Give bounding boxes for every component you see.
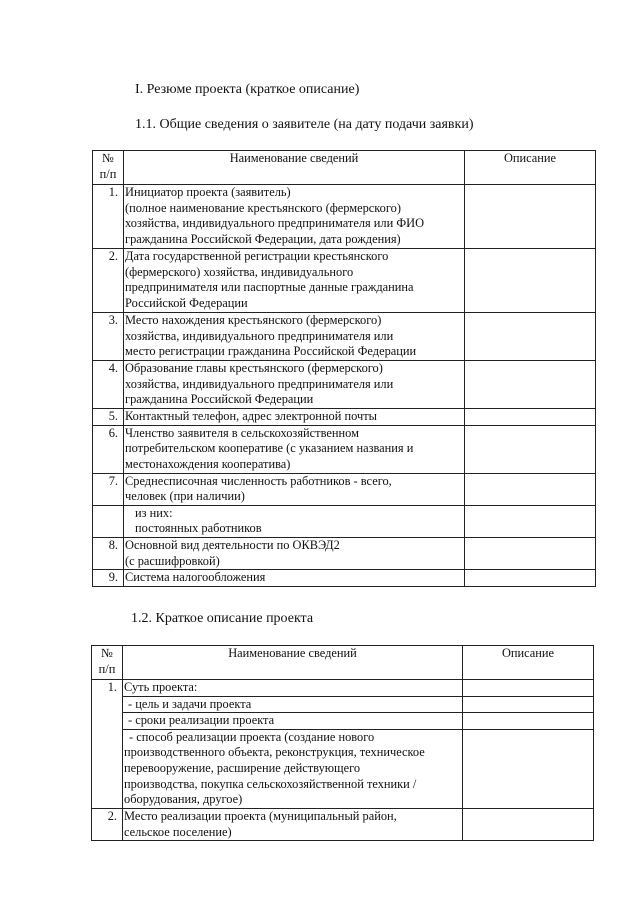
row-number: 6. [93,425,124,473]
row-number [92,696,123,713]
row-label: - сроки реализации проекта [123,713,463,730]
description-cell[interactable] [465,313,596,361]
table-row [93,313,596,361]
header-number: № п/п [92,646,123,680]
row-label: из них: постоянных работников [124,505,465,537]
description-cell[interactable] [465,425,596,473]
row-number [92,729,123,809]
description-cell[interactable] [465,537,596,569]
description-cell[interactable] [463,713,594,730]
row-label: Система налогообложения [124,570,465,587]
table-header-row [93,151,596,185]
table-row [92,680,594,697]
description-cell[interactable] [465,505,596,537]
table-row [92,809,594,841]
description-cell[interactable] [463,680,594,697]
row-label: Контактный телефон, адрес электронной почты [124,409,465,426]
header-description: Описание [463,646,594,680]
description-cell[interactable] [465,249,596,313]
row-label: Место нахождения крестьянского (фермерского) хозяйства, индивидуального предпринимателя или место регистрации гражданина Российской Федерации [124,313,465,361]
header-number: № п/п [93,151,124,185]
row-number: 2. [92,809,123,841]
row-label: - способ реализации проекта (создание нового производственного объекта, реконструкция, техническое перевооружение, расширение действующего производства, покупка сельскохозяйственной техники / оборудования, другое) [123,729,463,809]
header-name: Наименование сведений [124,151,465,185]
table-row [93,425,596,473]
row-number: 7. [93,473,124,505]
table-header-row [92,646,594,680]
row-label: Членство заявителя в сельскохозяйственном потребительском кооперативе (с указанием названия и местонахождения кооператива) [124,425,465,473]
row-number: 2. [93,249,124,313]
description-cell[interactable] [465,570,596,587]
subsection-1-title: 1.1. Общие сведения о заявителе (на дату подачи заявки) [135,117,474,132]
row-number: 4. [93,361,124,409]
row-number: 3. [93,313,124,361]
section-title: I. Резюме проекта (краткое описание) [135,82,360,97]
row-number: 8. [93,537,124,569]
header-description: Описание [465,151,596,185]
description-cell[interactable] [465,361,596,409]
project-summary-table [91,645,594,841]
row-label: Среднесписочная численность работников - всего, человек (при наличии) [124,473,465,505]
row-label: Образование главы крестьянского (фермерского) хозяйства, индивидуального предпринимателя или гражданина Российской Федерации [124,361,465,409]
header-name: Наименование сведений [123,646,463,680]
row-label: Суть проекта: [123,680,463,697]
row-number: 1. [93,185,124,249]
table-row [93,249,596,313]
description-cell[interactable] [465,473,596,505]
description-cell[interactable] [465,409,596,426]
row-label: Основной вид деятельности по ОКВЭД2 (с расшифровкой) [124,537,465,569]
applicant-info-table [92,150,596,587]
description-cell[interactable] [463,729,594,809]
row-number: 9. [93,570,124,587]
table-row [93,185,596,249]
row-label: - цель и задачи проекта [123,696,463,713]
row-number: 5. [93,409,124,426]
row-label: Инициатор проекта (заявитель) (полное наименование крестьянского (фермерского) хозяйства, индивидуального предпринимателя или ФИО гражданина Российской Федерации, дата рождения) [124,185,465,249]
subsection-2-title: 1.2. Краткое описание проекта [131,611,314,626]
table-row [93,473,596,505]
row-number [93,505,124,537]
table-row [92,713,594,730]
row-number: 1. [92,680,123,697]
description-cell[interactable] [463,809,594,841]
description-cell[interactable] [463,696,594,713]
table-row [93,361,596,409]
table-row [93,537,596,569]
table-row [92,696,594,713]
description-cell[interactable] [465,185,596,249]
table-row [93,409,596,426]
row-number [92,713,123,730]
table-row [93,505,596,537]
row-label: Место реализации проекта (муниципальный район, сельское поселение) [123,809,463,841]
row-label: Дата государственной регистрации крестьянского (фермерского) хозяйства, индивидуального предпринимателя или паспортные данные гражданина Российской Федерации [124,249,465,313]
table-row [92,729,594,809]
table-row [93,570,596,587]
